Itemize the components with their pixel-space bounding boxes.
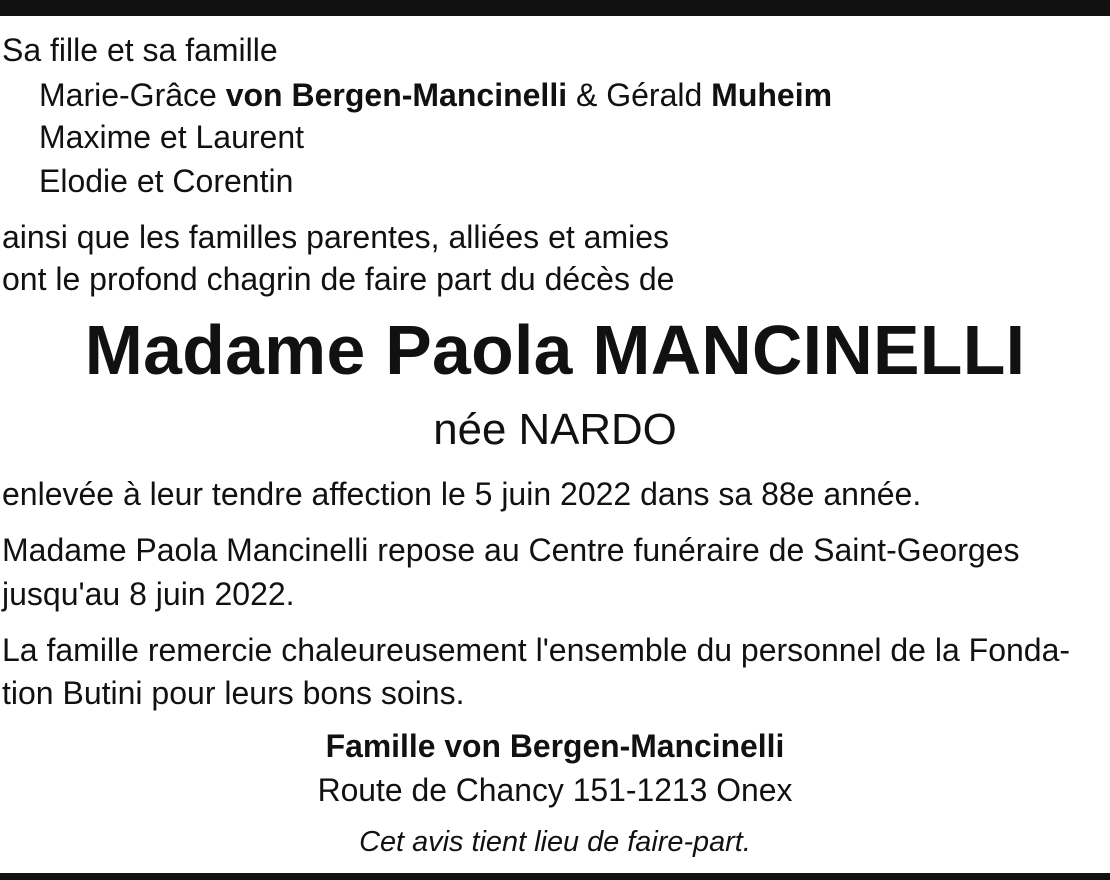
relatives-line: ainsi que les familles parentes, alliées et amies: [2, 219, 669, 255]
thanks-line-1: La famille remercie chaleureusement l'ensemble du personnel de la Fonda-: [2, 632, 1071, 668]
deceased-name: Madame Paola MANCINELLI: [84, 311, 1026, 389]
partner-last-name: Muheim: [711, 77, 833, 113]
announce-line: ont le profond chagrin de faire part du décès de: [2, 261, 675, 297]
survivors-line: [39, 75, 832, 115]
partner-first-name: Gérald: [606, 77, 703, 113]
passing-line: enlevée à leur tendre affection le 5 juin 2022 dans sa 88e année.: [2, 476, 922, 512]
connector: &: [575, 77, 598, 113]
maiden-name: née NARDO: [433, 405, 677, 454]
rest-line-2: jusqu'au 8 juin 2022.: [2, 576, 295, 612]
rest-line-1: Madame Paola Mancinelli repose au Centre funéraire de Saint-Georges: [2, 532, 1020, 568]
grandchildren-line-2: Elodie et Corentin: [39, 163, 294, 199]
family-address: Route de Chancy 151-1213 Onex: [317, 772, 793, 808]
family-signature: Famille von Bergen-Mancinelli: [325, 728, 785, 764]
survivor-family-name: von Bergen-Mancinelli: [225, 77, 568, 113]
bottom-rule: [0, 873, 1110, 880]
intro-line: Sa fille et sa famille: [2, 32, 278, 68]
thanks-line-2: tion Butini pour leurs bons soins.: [2, 675, 465, 711]
closing-note: Cet avis tient lieu de faire-part.: [359, 826, 751, 858]
grandchildren-line-1: Maxime et Laurent: [39, 119, 305, 155]
survivor-first-name: Marie-Grâce: [39, 77, 217, 113]
